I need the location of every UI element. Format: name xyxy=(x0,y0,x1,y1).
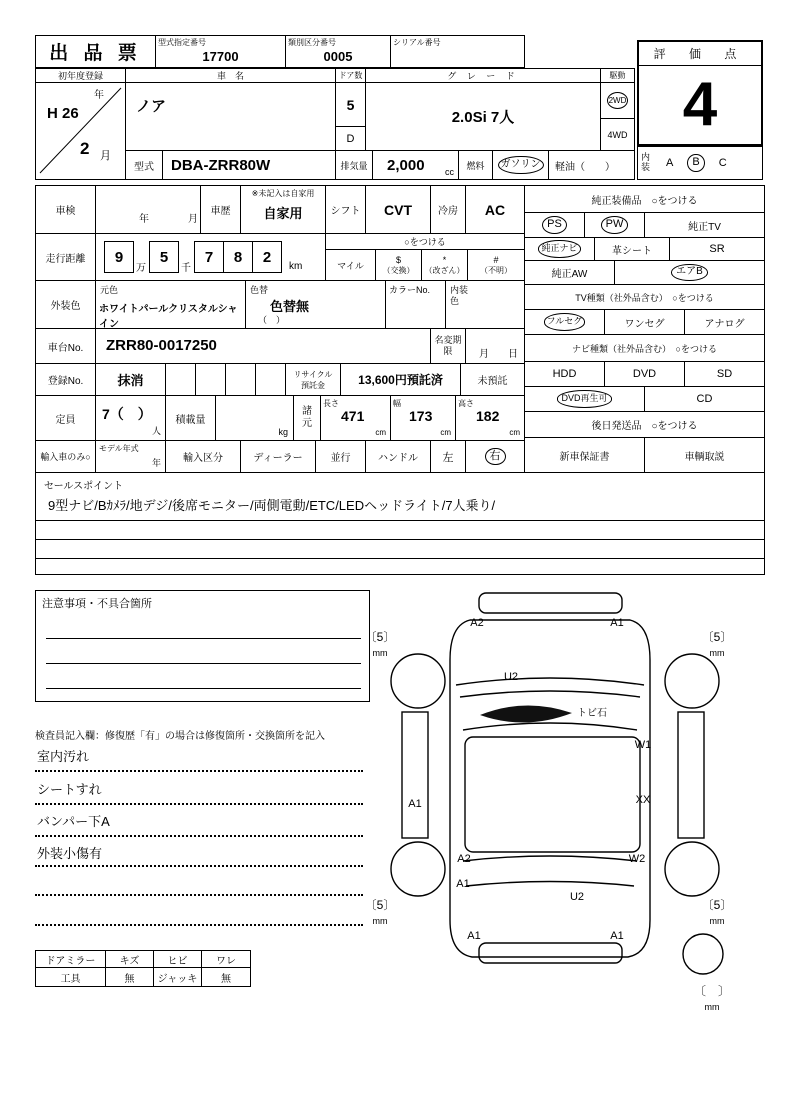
mileage-mile: マイル xyxy=(326,250,376,280)
tread-depth-rear-right: 〔5〕 xyxy=(701,898,733,912)
navi-cd: CD xyxy=(645,387,764,412)
displacement-label: 排気量 xyxy=(336,151,373,179)
regno-blank-2 xyxy=(196,364,226,396)
later-ship-title: 後日発送品 ○をつける xyxy=(525,412,764,438)
doors-cell xyxy=(336,83,366,151)
displacement-cell xyxy=(373,151,459,179)
mirror-header: ドアミラー xyxy=(36,951,106,968)
tread-unit: mm xyxy=(704,1002,720,1012)
load-unit: kg xyxy=(278,427,288,437)
displacement-unit: cc xyxy=(445,167,454,177)
damage-mark: A1 xyxy=(610,930,624,942)
load-label: 積載量 xyxy=(166,396,216,441)
mileage-marks-cell xyxy=(326,234,524,281)
first-reg-cell xyxy=(36,83,126,179)
color-change-label: 色替 xyxy=(250,285,269,295)
history-label: 車歴 xyxy=(201,186,241,234)
damage-mark: A2 xyxy=(470,617,484,629)
equip-ps-circled: PS xyxy=(525,213,585,238)
shaken-label: 車検 xyxy=(36,186,96,234)
first-reg-month: 2 xyxy=(80,139,90,158)
mileage-digits-cell xyxy=(96,234,326,281)
regno-label: 登録No. xyxy=(36,364,96,396)
damage-mark: W2 xyxy=(628,853,646,865)
tools-none-2: 無 xyxy=(221,973,231,985)
serial-number-label: シリアル番号 xyxy=(393,38,441,47)
tv-oneseg: ワンセグ xyxy=(605,310,685,335)
shaken-month: 月 xyxy=(188,214,198,225)
damage-mark: A1 xyxy=(610,617,624,629)
height-value: 182 xyxy=(476,408,500,424)
main-left-grid xyxy=(35,185,525,473)
notes-line-3 xyxy=(46,688,361,689)
damage-mark-stone: トビ石 xyxy=(577,708,607,719)
height-label: 高さ xyxy=(458,399,474,408)
navi-hdd: HDD xyxy=(525,362,605,387)
mirror-scratch: キズ xyxy=(106,951,154,968)
mirror-tool-table xyxy=(35,950,251,987)
equip-navi-circled: 純正ナビ xyxy=(525,238,595,261)
doors-label: ドア数 xyxy=(336,69,366,83)
tread-unit: mm xyxy=(709,916,725,926)
model-designation-cell xyxy=(156,36,286,67)
windshield-shade xyxy=(480,705,572,722)
mileage-opt-unknown: # （不明） xyxy=(480,254,512,275)
history-note: ※未記入は自家用 xyxy=(251,189,315,198)
rear-window-top-line xyxy=(463,856,637,861)
color-change-cell xyxy=(246,281,386,329)
fuel-diesel-cell xyxy=(549,151,634,179)
drive-2wd-circled: 2WD xyxy=(601,83,634,119)
spare-tire-circle xyxy=(683,934,723,974)
notes-line-1 xyxy=(46,638,361,639)
handle-right-circled: 右 xyxy=(466,441,524,472)
mileage-km: km xyxy=(289,261,303,272)
shift-label: シフト xyxy=(326,186,366,234)
mirror-break: ワレ xyxy=(202,951,250,968)
drive-4wd: 4WD xyxy=(607,129,628,140)
name-change-month: 月 xyxy=(479,349,489,360)
color-no-label: カラーNo. xyxy=(389,285,431,295)
inspector-item-2: シートすれ xyxy=(35,779,363,805)
sales-line-3 xyxy=(36,558,764,559)
inspector-item-4: 外装小傷有 xyxy=(35,843,363,867)
length-label: 長さ xyxy=(323,399,339,408)
model-value: DBA-ZRR80W xyxy=(171,157,271,174)
base-color-label: 元色 xyxy=(100,285,119,295)
grade-value: 2.0Si 7人 xyxy=(366,83,601,151)
inspector-item-1: 室内汚れ xyxy=(35,746,363,772)
length-value: 471 xyxy=(341,408,365,424)
car-name-label: 車 名 xyxy=(126,69,336,83)
tire-rear-left xyxy=(391,842,445,896)
grade-label: グ レ ー ド xyxy=(366,69,601,83)
mileage-digit-2: 5 xyxy=(149,241,179,273)
capacity-value: 7（ ） xyxy=(102,406,152,422)
base-color-cell xyxy=(96,281,246,329)
inspector-item-blank-2 xyxy=(35,904,363,926)
equip-pw-circled: PW xyxy=(585,213,645,238)
length-unit: cm xyxy=(375,428,386,437)
mileage-digit-3: 7 xyxy=(194,241,224,273)
interior-grade-box xyxy=(637,146,763,180)
left-side-panel xyxy=(402,712,428,838)
rear-window-bottom-line xyxy=(466,882,634,887)
interior-color-label: 内装色 xyxy=(450,285,469,306)
damage-mark: A1 xyxy=(467,930,481,942)
fuel-label: 燃料 xyxy=(459,151,493,179)
equipment-grid xyxy=(524,185,765,473)
import-only-label: 輸入車のみ○ xyxy=(36,441,96,472)
tools-none-1: 無 xyxy=(106,968,154,986)
hood-line xyxy=(456,678,644,685)
car-damage-diagram xyxy=(360,585,760,1025)
sales-point-text: 9型ナビ/Bｶﾒﾗ/地デジ/後席モニター/両側電動/ETC/LEDヘッドライト/7人乗り/ xyxy=(48,498,496,513)
notes-title: 注意事項・不具合箇所 xyxy=(42,598,152,610)
color-no-cell xyxy=(386,281,446,329)
car-body-outline xyxy=(450,620,650,957)
notes-box xyxy=(35,590,370,702)
width-label: 幅 xyxy=(393,399,401,408)
width-cell xyxy=(391,396,456,441)
import-class-label: 輸入区分 xyxy=(166,441,241,472)
length-cell xyxy=(321,396,391,441)
rear-bumper-shape xyxy=(479,943,622,963)
right-side-panel xyxy=(678,712,704,838)
sales-line-2 xyxy=(36,539,764,540)
chassis-value: ZRR80-0017250 xyxy=(106,337,217,354)
doors-value: 5 xyxy=(336,83,365,127)
regno-blank-1 xyxy=(166,364,196,396)
class-number-value: 0005 xyxy=(323,49,353,64)
sales-line-1 xyxy=(36,520,764,521)
chassis-value-cell xyxy=(96,329,431,364)
equip-aw: 純正AW xyxy=(525,261,615,285)
damage-mark: U2 xyxy=(569,891,585,903)
recycle-label: リサイクル 預託金 xyxy=(286,364,341,396)
roof-shape xyxy=(465,737,640,852)
vehicle-info-block xyxy=(35,68,635,180)
spec-label: 諸元 xyxy=(294,396,321,441)
mirror-crack: ヒビ xyxy=(154,951,202,968)
chassis-label: 車台No. xyxy=(36,329,96,364)
capacity-unit: 人 xyxy=(151,426,161,436)
interior-label: 内装 xyxy=(641,152,651,172)
model-value-cell xyxy=(163,151,336,179)
tread-depth-front-left: 〔5〕 xyxy=(364,630,396,644)
name-change-label: 名変期限 xyxy=(431,329,466,364)
sheet-title: 出 品 票 xyxy=(36,36,156,67)
damage-mark: A1 xyxy=(408,798,422,810)
shift-value: CVT xyxy=(366,186,431,234)
tire-front-right xyxy=(665,654,719,708)
navi-type-title: ナビ種類（社外品含む） ○をつける xyxy=(525,335,764,362)
mileage-digit-1: 9 xyxy=(104,241,134,273)
tread-unit: mm xyxy=(372,648,388,658)
regno-blank-3 xyxy=(226,364,256,396)
import-dealer: ディーラー xyxy=(241,441,316,472)
name-change-date-cell xyxy=(466,329,524,364)
fuel-diesel-paren: （ ） xyxy=(575,161,615,173)
shaken-year: 年 xyxy=(139,214,149,225)
tv-fullseg-circled: フルセグ xyxy=(525,310,605,335)
ext-color-label: 外装色 xyxy=(36,281,96,329)
class-number-label: 類別区分番号 xyxy=(288,38,336,47)
front-bumper-shape xyxy=(479,593,622,613)
inspector-item-blank-1 xyxy=(35,874,363,896)
tread-depth-rear-left: 〔5〕 xyxy=(364,898,396,912)
evaluation-box xyxy=(637,40,763,146)
mileage-digit-5: 2 xyxy=(252,241,282,273)
shaken-date-cell xyxy=(96,186,201,234)
name-change-day: 日 xyxy=(508,349,518,360)
evaluation-score: 4 xyxy=(682,69,718,139)
color-change-value: 色替無 xyxy=(270,299,310,314)
mileage-mark-note: ○をつける xyxy=(326,234,524,250)
evaluation-label: 評 価 点 xyxy=(639,42,761,66)
first-reg-year-suffix: 年 xyxy=(94,90,104,101)
color-change-paren: （ ） xyxy=(258,315,286,325)
damage-mark: XX xyxy=(635,794,651,806)
notes-line-2 xyxy=(46,663,361,664)
first-reg-label: 初年度登録 xyxy=(36,69,126,83)
model-year-suffix: 年 xyxy=(151,458,161,468)
regno-blank-4 xyxy=(256,364,286,396)
mileage-opt-tamper: * （改ざん） xyxy=(422,250,468,280)
serial-number-cell xyxy=(391,36,524,67)
navi-dvd-play-circled: DVD再生可 xyxy=(525,387,645,412)
height-cell xyxy=(456,396,524,441)
doors-sub: D xyxy=(346,132,355,145)
tread-depth-front-right: 〔5〕 xyxy=(701,630,733,644)
windshield-top-line xyxy=(460,691,640,697)
width-unit: cm xyxy=(440,428,451,437)
tread-unit: mm xyxy=(709,648,725,658)
damage-mark: A1 xyxy=(456,878,470,890)
mileage-unit-man: 万 xyxy=(136,263,146,274)
capacity-label: 定員 xyxy=(36,396,96,441)
later-manual: 車輌取説 xyxy=(684,451,725,463)
tire-front-left xyxy=(391,654,445,708)
mileage-unit-sen: 千 xyxy=(181,263,191,274)
navi-dvd: DVD xyxy=(605,362,685,387)
interior-b-circled: B xyxy=(687,154,704,172)
sales-point-label: セールスポイント xyxy=(44,481,124,492)
equip-sr: SR xyxy=(670,238,764,261)
later-warranty: 新車保証書 xyxy=(525,438,645,472)
class-number-cell xyxy=(286,36,391,67)
first-reg-month-suffix: 月 xyxy=(100,150,111,162)
history-value: 自家用 xyxy=(263,206,303,221)
mileage-opt-exchange: $ （交換） xyxy=(376,250,422,280)
model-year-cell xyxy=(96,441,166,472)
model-year-label: モデル年式 xyxy=(99,444,139,453)
cool-value: AC xyxy=(466,186,524,234)
displacement-value: 2,000 xyxy=(387,157,425,174)
inspector-title: 検査員記入欄：修復歴「有」の場合は修復箇所・交換箇所を記入 xyxy=(35,731,325,742)
recycle-alt: 未預託 xyxy=(461,364,524,396)
sales-point-block xyxy=(35,472,765,575)
inspector-item-3: バンパー下A xyxy=(35,811,363,837)
height-unit: cm xyxy=(509,428,520,437)
tv-type-title: TV種類（社外品含む） ○をつける xyxy=(525,285,764,310)
drive-label: 駆動 xyxy=(601,69,634,83)
handle-left: 左 xyxy=(431,441,466,472)
model-designation-value: 17700 xyxy=(202,49,239,64)
width-value: 173 xyxy=(409,408,433,424)
history-cell xyxy=(241,186,326,234)
equip-airbag-circled: エアB xyxy=(615,261,764,285)
damage-mark: W1 xyxy=(634,739,652,751)
capacity-cell xyxy=(96,396,166,441)
windshield-bottom-line xyxy=(463,723,637,730)
regno-value: 抹消 xyxy=(96,364,166,396)
fuel-diesel: 軽油 xyxy=(555,161,575,173)
tools-header: 工具 xyxy=(36,968,106,986)
tire-rear-right xyxy=(665,842,719,896)
drive-cell xyxy=(601,83,634,151)
tools-jack: ジャッキ xyxy=(154,968,202,986)
mileage-digit-4: 8 xyxy=(223,241,253,273)
damage-mark: U2 xyxy=(503,671,519,683)
cool-label: 冷房 xyxy=(431,186,466,234)
handle-label: ハンドル xyxy=(366,441,431,472)
mileage-label: 走行距離 xyxy=(36,234,96,281)
base-color-value: ホワイトパールクリスタルシャイン xyxy=(99,304,238,329)
tv-analog: アナログ xyxy=(685,310,764,335)
fuel-gas-circled: ガソリン xyxy=(493,151,549,179)
equip-tv: 純正TV xyxy=(645,213,764,238)
car-name-value: ノア xyxy=(136,98,167,115)
interior-c: C xyxy=(718,157,727,169)
interior-a: A xyxy=(666,157,674,169)
equip-leather: 革シート xyxy=(595,238,670,261)
damage-mark: A2 xyxy=(457,853,471,865)
navi-sd: SD xyxy=(685,362,764,387)
model-designation-label: 型式指定番号 xyxy=(158,38,206,47)
first-reg-era: H 26 xyxy=(47,105,79,122)
interior-color-cell xyxy=(446,281,524,329)
import-parallel: 並行 xyxy=(316,441,366,472)
model-label: 型式 xyxy=(126,151,163,179)
car-name-cell xyxy=(126,83,336,151)
top-header-row xyxy=(35,35,525,68)
recycle-value: 13,600円預託済 xyxy=(341,364,461,396)
load-cell xyxy=(216,396,294,441)
equip-title: 純正装備品 ○をつける xyxy=(525,186,764,213)
tread-unit: mm xyxy=(372,916,388,926)
tread-depth-spare: 〔 〕 xyxy=(693,984,731,998)
